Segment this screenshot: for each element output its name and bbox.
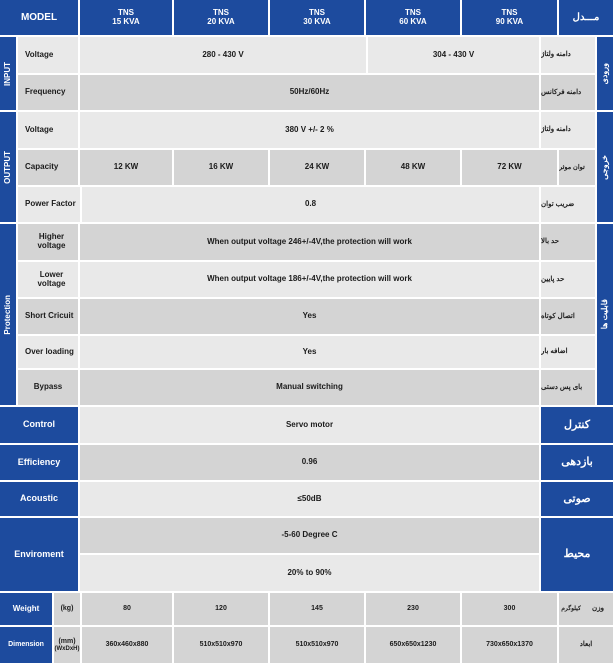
output-voltage-label: Voltage	[18, 112, 78, 148]
weight-value: 230	[366, 593, 460, 625]
efficiency-label: Efficiency	[0, 445, 78, 480]
dimension-value: 650x650x1230	[366, 627, 460, 663]
input-frequency-label: Frequency	[18, 75, 78, 110]
group-output-fa-label: خروجی	[599, 154, 609, 180]
over-loading-label-fa: اضافه بار	[541, 336, 595, 368]
input-frequency-value: 50Hz/60Hz	[80, 75, 539, 110]
weight-value: 80	[82, 593, 172, 625]
control-label: Control	[0, 407, 78, 443]
environment-label-fa: محیط	[541, 518, 613, 591]
model-header-60kva	[366, 0, 460, 35]
model-series: TNS	[213, 7, 229, 17]
weight-value: 145	[270, 593, 364, 625]
dimension-value: 360x460x880	[82, 627, 172, 663]
input-voltage-value-a: 280 - 430 V	[80, 37, 366, 73]
lower-voltage-value: When output voltage 186+/-4V,the protection will work	[80, 262, 539, 297]
group-output	[0, 112, 16, 222]
weight-unit: (kg)	[54, 593, 80, 625]
efficiency-label-fa: بازدهی	[541, 445, 613, 480]
group-protection	[0, 224, 16, 405]
over-loading-value: Yes	[80, 336, 539, 368]
capacity-value: 12 KW	[80, 150, 172, 185]
model-rating: 30 KVA	[303, 16, 331, 26]
environment-temperature-value: -5-60 Degree C	[80, 518, 539, 553]
group-input-fa	[597, 37, 613, 110]
model-header-90kva	[462, 0, 557, 35]
acoustic-label-fa: صوتی	[541, 482, 613, 516]
output-capacity-label-fa: توان موثر	[559, 150, 595, 185]
control-label-fa: کنترل	[541, 407, 613, 443]
dimension-label: Dimension	[0, 627, 52, 663]
group-output-fa	[597, 112, 613, 222]
over-loading-label: Over loading	[18, 336, 78, 368]
short-circuit-label: Short Cricuit	[18, 299, 78, 334]
weight-label: Weight	[0, 593, 52, 625]
acoustic-label: Acoustic	[0, 482, 78, 516]
higher-voltage-label-fa: حد بالا	[541, 224, 595, 260]
dimension-label-fa: ابعاد	[559, 627, 613, 663]
group-input	[0, 37, 16, 110]
output-voltage-label-fa: دامنه ولتاژ	[541, 112, 595, 148]
model-series: TNS	[309, 7, 325, 17]
output-capacity-label: Capacity	[18, 150, 78, 185]
input-voltage-value-b: 304 - 430 V	[368, 37, 539, 73]
dimension-value: 510x510x970	[270, 627, 364, 663]
bypass-label-fa: بای پس دستی	[541, 370, 595, 405]
output-voltage-value: 380 V +/- 2 %	[80, 112, 539, 148]
model-header-20kva	[174, 0, 268, 35]
model-label-fa: مـــدل	[559, 0, 613, 35]
capacity-value: 16 KW	[174, 150, 268, 185]
group-protection-fa	[597, 224, 613, 405]
dimension-value: 730x650x1370	[462, 627, 557, 663]
capacity-value: 48 KW	[366, 150, 460, 185]
weight-label-fa: وزن	[583, 593, 613, 625]
control-value: Servo motor	[80, 407, 539, 443]
bypass-value: Manual switching	[80, 370, 539, 405]
bypass-label: Bypass	[18, 370, 78, 405]
group-protection-label: Protection	[2, 294, 12, 335]
environment-label: Enviroment	[0, 518, 78, 591]
model-rating: 60 KVA	[399, 16, 427, 26]
output-power-factor-label: Power Factor	[18, 187, 80, 222]
input-frequency-label-fa: دامنه فرکانس	[541, 75, 595, 110]
higher-voltage-value: When output voltage 246+/-4V,the protection will work	[80, 224, 539, 260]
model-header-30kva	[270, 0, 364, 35]
group-protection-fa-label: قابلیت ها	[599, 299, 609, 330]
capacity-value: 24 KW	[270, 150, 364, 185]
group-input-fa-label: ورودی	[599, 62, 609, 85]
short-circuit-label-fa: اتصال کوتاه	[541, 299, 595, 334]
weight-value: 120	[174, 593, 268, 625]
capacity-value: 72 KW	[462, 150, 557, 185]
model-rating: 20 KVA	[207, 16, 235, 26]
weight-unit-fa: کیلوگرم	[559, 593, 583, 625]
model-label: MODEL	[0, 0, 78, 35]
lower-voltage-label-fa: حد پایین	[541, 262, 595, 297]
lower-voltage-label: Lower voltage	[18, 262, 78, 297]
dimension-unit	[54, 627, 80, 663]
output-power-factor-label-fa: ضریب توان	[541, 187, 595, 222]
acoustic-value: ≤50dB	[80, 482, 539, 516]
dimension-unit-mm: (mm)	[58, 637, 76, 645]
weight-value: 300	[462, 593, 557, 625]
higher-voltage-label: Higher voltage	[18, 224, 78, 260]
model-rating: 90 KVA	[495, 16, 524, 26]
environment-humidity-value: 20% to 90%	[80, 555, 539, 591]
input-voltage-label-fa: دامنه ولتاژ	[541, 37, 595, 73]
model-header-15kva	[80, 0, 172, 35]
output-power-factor-value: 0.8	[82, 187, 539, 222]
input-voltage-label: Voltage	[18, 37, 78, 73]
group-input-label: INPUT	[2, 61, 12, 86]
model-rating: 15 KVA	[112, 16, 140, 26]
short-circuit-value: Yes	[80, 299, 539, 334]
model-series: TNS	[501, 7, 518, 17]
dimension-value: 510x510x970	[174, 627, 268, 663]
efficiency-value: 0.96	[80, 445, 539, 480]
model-series: TNS	[405, 7, 421, 17]
dimension-unit-sub: (WxDxH)	[54, 645, 80, 652]
model-series: TNS	[118, 7, 134, 17]
group-output-label: OUTPUT	[2, 150, 12, 184]
